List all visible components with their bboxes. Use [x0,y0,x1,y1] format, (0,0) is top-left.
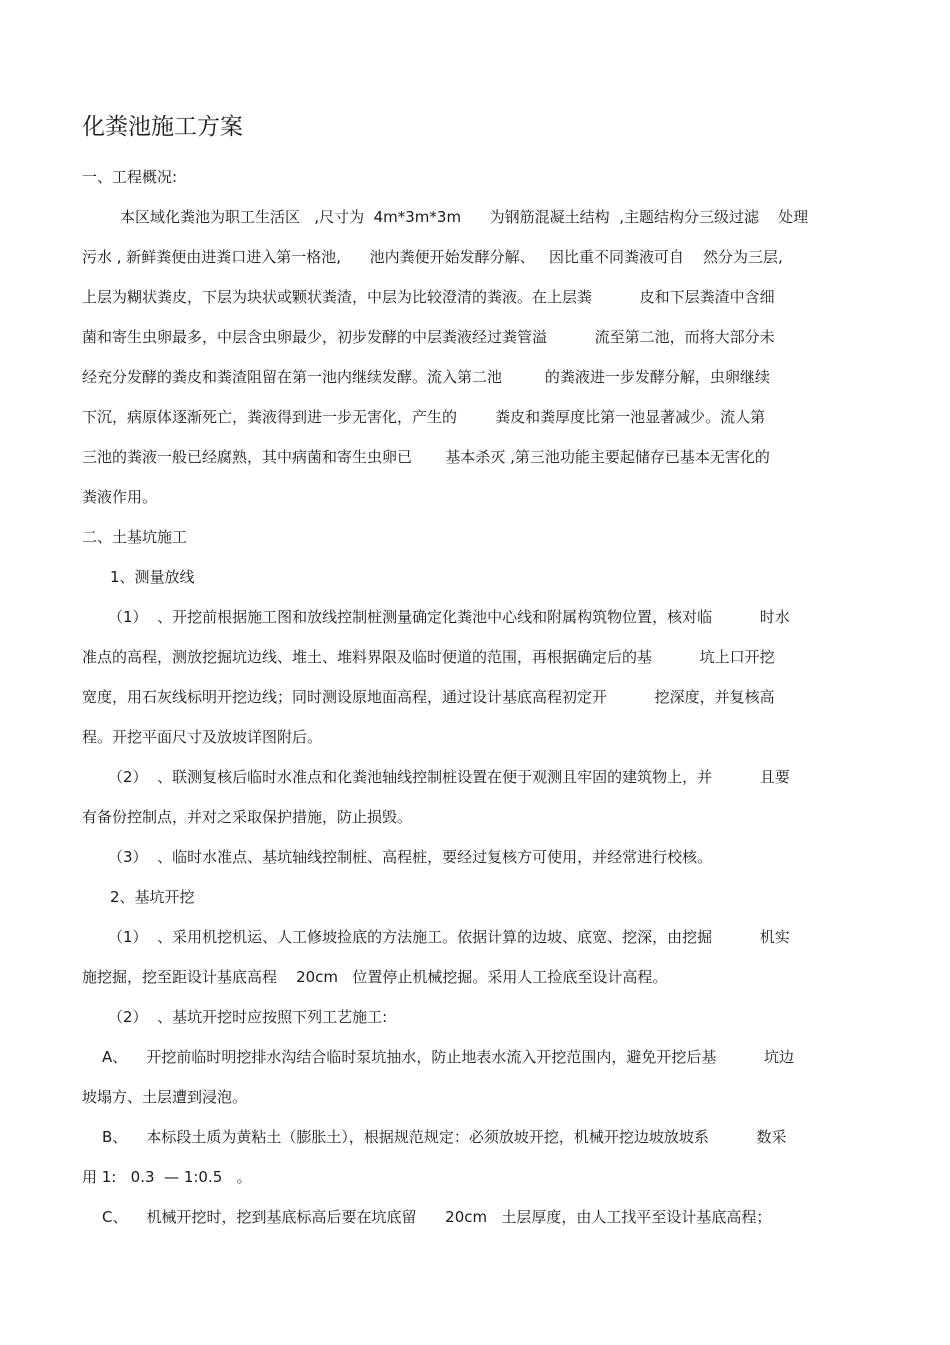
paragraph-line: 程。开挖平面尺寸及放坡详图附后。 [82,728,323,746]
paragraph-line: 施挖掘，挖至距设计基底高程 20cm 位置停止机械挖掘。采用人工捡底至设计高程。 [82,968,668,986]
section-heading: 二、土基坑施工 [82,528,188,546]
paragraph-line: B、 本标段土质为黄粘土（膨胀土），根据规范规定：必须放坡开挖，机械开挖边坡放坡系 数采 [102,1128,787,1146]
paragraph-line: （2） 、基坑开挖时应按照下列工艺施工: [108,1008,388,1026]
paragraph-line: 经充分发酵的粪皮和粪渣阻留在第一池内继续发酵。流入第二池 的粪液进一步发酵分解，虫卵继续 [82,368,770,386]
paragraph-line: （1） 、开挖前根据施工图和放线控制桩测量确定化粪池中心线和附属构筑物位置，核对临 时水 [108,608,790,626]
paragraph-line: 有备份控制点，并对之采取保护措施，防止损毁。 [82,808,413,826]
subsection-heading: 2、基坑开挖 [110,888,195,906]
paragraph-line: （1） 、采用机挖机运、人工修坡捡底的方法施工。依据计算的边坡、底宽、挖深，由挖掘 机实 [108,928,790,946]
paragraph-line: 坡塌方、土层遭到浸泡。 [82,1088,248,1106]
paragraph-line: C、 机械开挖时，挖到基底标高后要在坑底留 20cm 土层厚度，由人工找平至设计基底高程； [102,1208,772,1226]
paragraph-line: （3） 、临时水准点、基坑轴线控制桩、高程桩，要经过复核方可使用，并经常进行校核。 [108,848,713,866]
paragraph-line: 准点的高程，测放挖掘坑边线、堆土、堆料界限及临时便道的范围，再根据确定后的基 坑上口开挖 [82,648,775,666]
paragraph-line: 宽度，用石灰线标明开挖边线；同时测设原地面高程，通过设计基底高程初定开 挖深度，并复核高 [82,688,775,706]
paragraph-line: A、 开挖前临时明挖排水沟结合临时泵坑抽水，防止地表水流入开挖范围内，避免开挖后基 坑边 [102,1048,795,1066]
subsection-heading: 1、测量放线 [110,568,195,586]
paragraph-line: 粪液作用。 [82,488,158,506]
paragraph-line: 下沉，病原体逐渐死亡，粪液得到进一步无害化，产生的 粪皮和粪厚度比第一池显著减少。流人第 [82,408,766,426]
section-heading: 一、工程概况: [82,168,178,186]
paragraph-line: 用 1: 0.3 — 1:0.5 。 [82,1168,252,1186]
paragraph-line: 上层为糊状粪皮，下层为块状或颗状粪渣，中层为比较澄清的粪液。在上层粪 皮和下层粪渣中含细 [82,288,775,306]
paragraph-line: （2） 、联测复核后临时水准点和化粪池轴线控制桩设置在便于观测且牢固的建筑物上，并 且要 [108,768,790,786]
document-title: 化粪池施工方案 [82,114,243,140]
paragraph-line: 三池的粪液一般已经腐熟，其中病菌和寄生虫卵已 基本杀灭 ,第三池功能主要起储存已基本无害化的 [82,448,770,466]
paragraph-line: 本区域化粪池为职工生活区 ,尺寸为 4m*3m*3m 为钢筋混凝土结构 ,主题结构分三级过滤 处理 [120,208,809,226]
paragraph-line: 菌和寄生虫卵最多，中层含虫卵最少，初步发酵的中层粪液经过粪管溢 流至第二池，而将大部分未 [82,328,775,346]
paragraph-line: 污水 , 新鲜粪便由进粪口进入第一格池, 池内粪便开始发酵分解、 因比重不同粪液可自 然分为三层, [82,248,783,266]
